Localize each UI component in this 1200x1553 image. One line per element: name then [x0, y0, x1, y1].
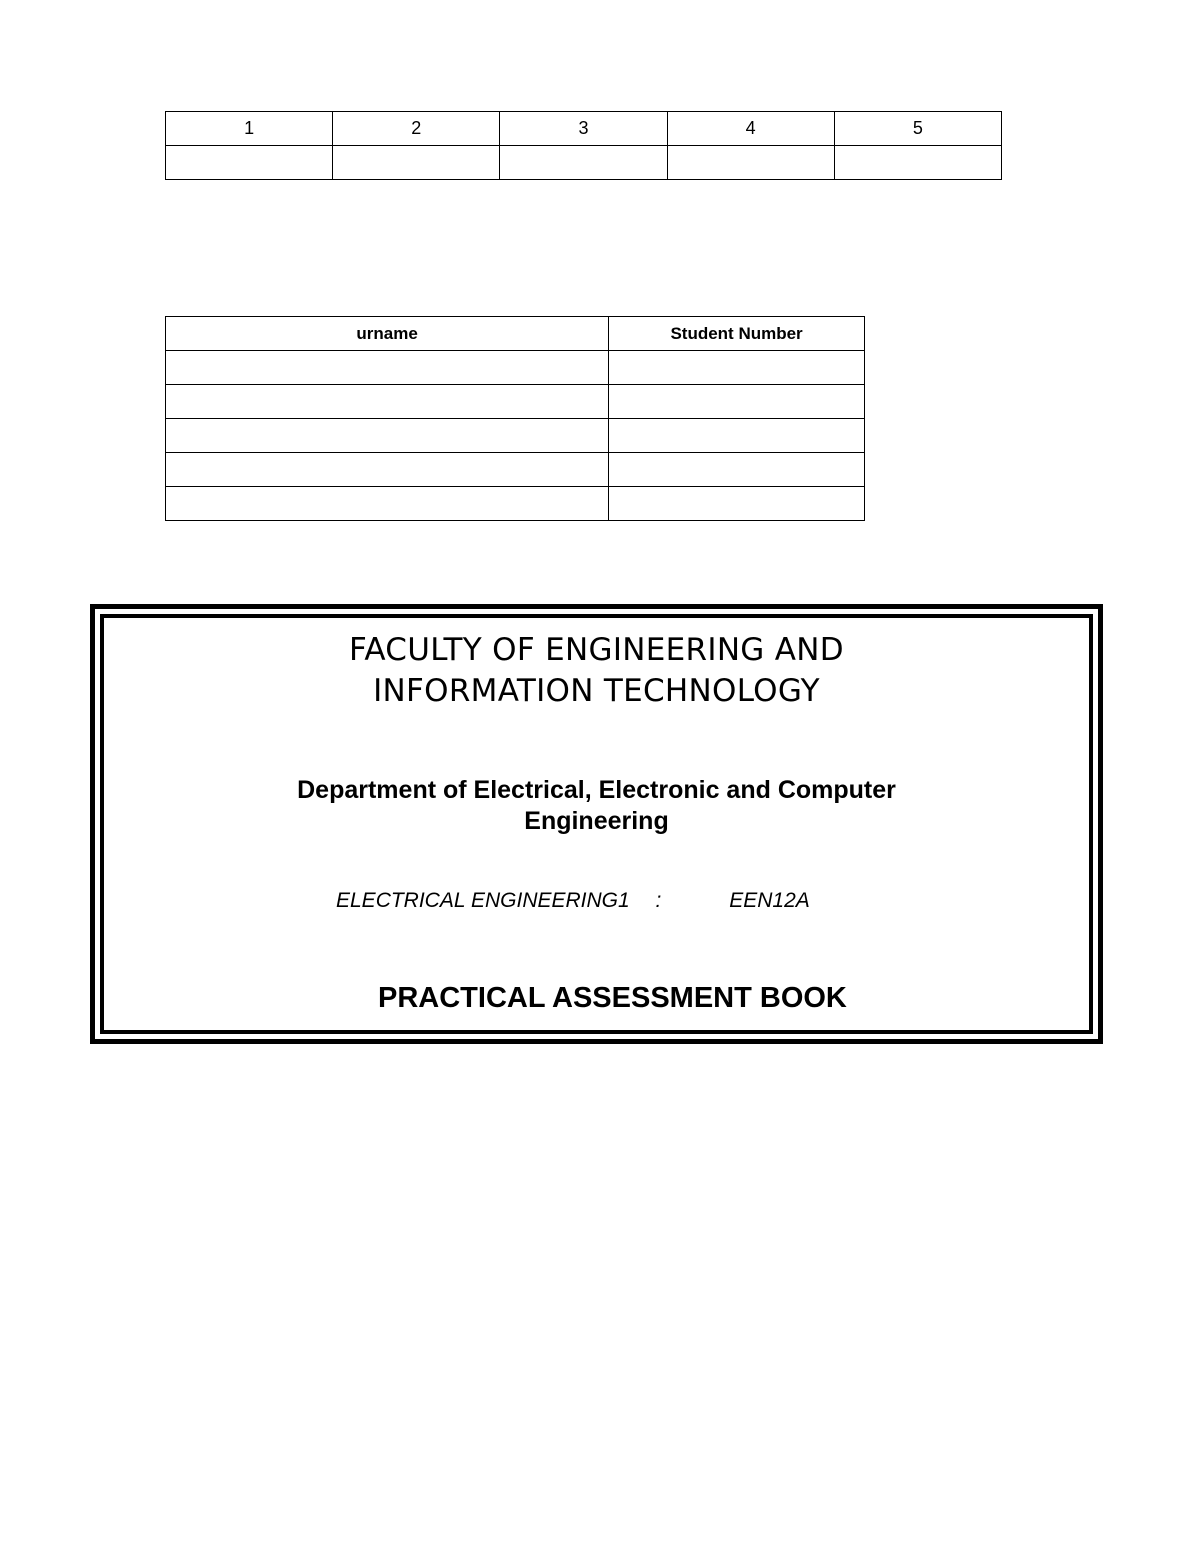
table-row: [166, 487, 865, 521]
surname-cell[interactable]: [166, 351, 609, 385]
marks-cell-2[interactable]: [333, 146, 500, 180]
surname-header: urname: [166, 317, 609, 351]
title-box: [90, 604, 1103, 1044]
surname-cell[interactable]: [166, 453, 609, 487]
student-number-header: Student Number: [609, 317, 865, 351]
names-header-row: [166, 317, 865, 351]
marks-cell-4[interactable]: [667, 146, 834, 180]
marks-header-1: 1: [166, 112, 333, 146]
department-title-line-1: Department of Electrical, Electronic and Computer: [297, 776, 896, 804]
marks-header-5: 5: [834, 112, 1001, 146]
marks-header-3: 3: [500, 112, 667, 146]
surname-cell[interactable]: [166, 487, 609, 521]
course-name: ELECTRICAL ENGINEERING1: [336, 889, 630, 912]
table-row: [166, 453, 865, 487]
student-number-cell[interactable]: [609, 487, 865, 521]
marks-cell-1[interactable]: [166, 146, 333, 180]
table-row: [166, 419, 865, 453]
marks-header-4: 4: [667, 112, 834, 146]
marks-row: [166, 146, 1002, 180]
title-box-inner-border: [100, 614, 1093, 1034]
student-number-cell[interactable]: [609, 419, 865, 453]
table-row: [166, 385, 865, 419]
marks-header-row: [166, 112, 1002, 146]
marks-header-2: 2: [333, 112, 500, 146]
student-names-table: [165, 316, 865, 521]
course-separator: :: [655, 889, 662, 912]
marks-table: [165, 111, 1002, 180]
surname-cell[interactable]: [166, 419, 609, 453]
student-number-cell[interactable]: [609, 385, 865, 419]
marks-cell-3[interactable]: [500, 146, 667, 180]
faculty-title-line-2: INFORMATION TECHNOLOGY: [373, 673, 820, 709]
table-row: [166, 351, 865, 385]
student-number-cell[interactable]: [609, 351, 865, 385]
faculty-title-line-1: FACULTY OF ENGINEERING AND: [349, 632, 844, 668]
student-number-cell[interactable]: [609, 453, 865, 487]
book-title: PRACTICAL ASSESSMENT BOOK: [378, 982, 847, 1014]
surname-cell[interactable]: [166, 385, 609, 419]
marks-cell-5[interactable]: [834, 146, 1001, 180]
department-title-line-2: Engineering: [524, 807, 669, 835]
course-line: [336, 889, 810, 913]
course-code: EEN12A: [729, 889, 810, 912]
